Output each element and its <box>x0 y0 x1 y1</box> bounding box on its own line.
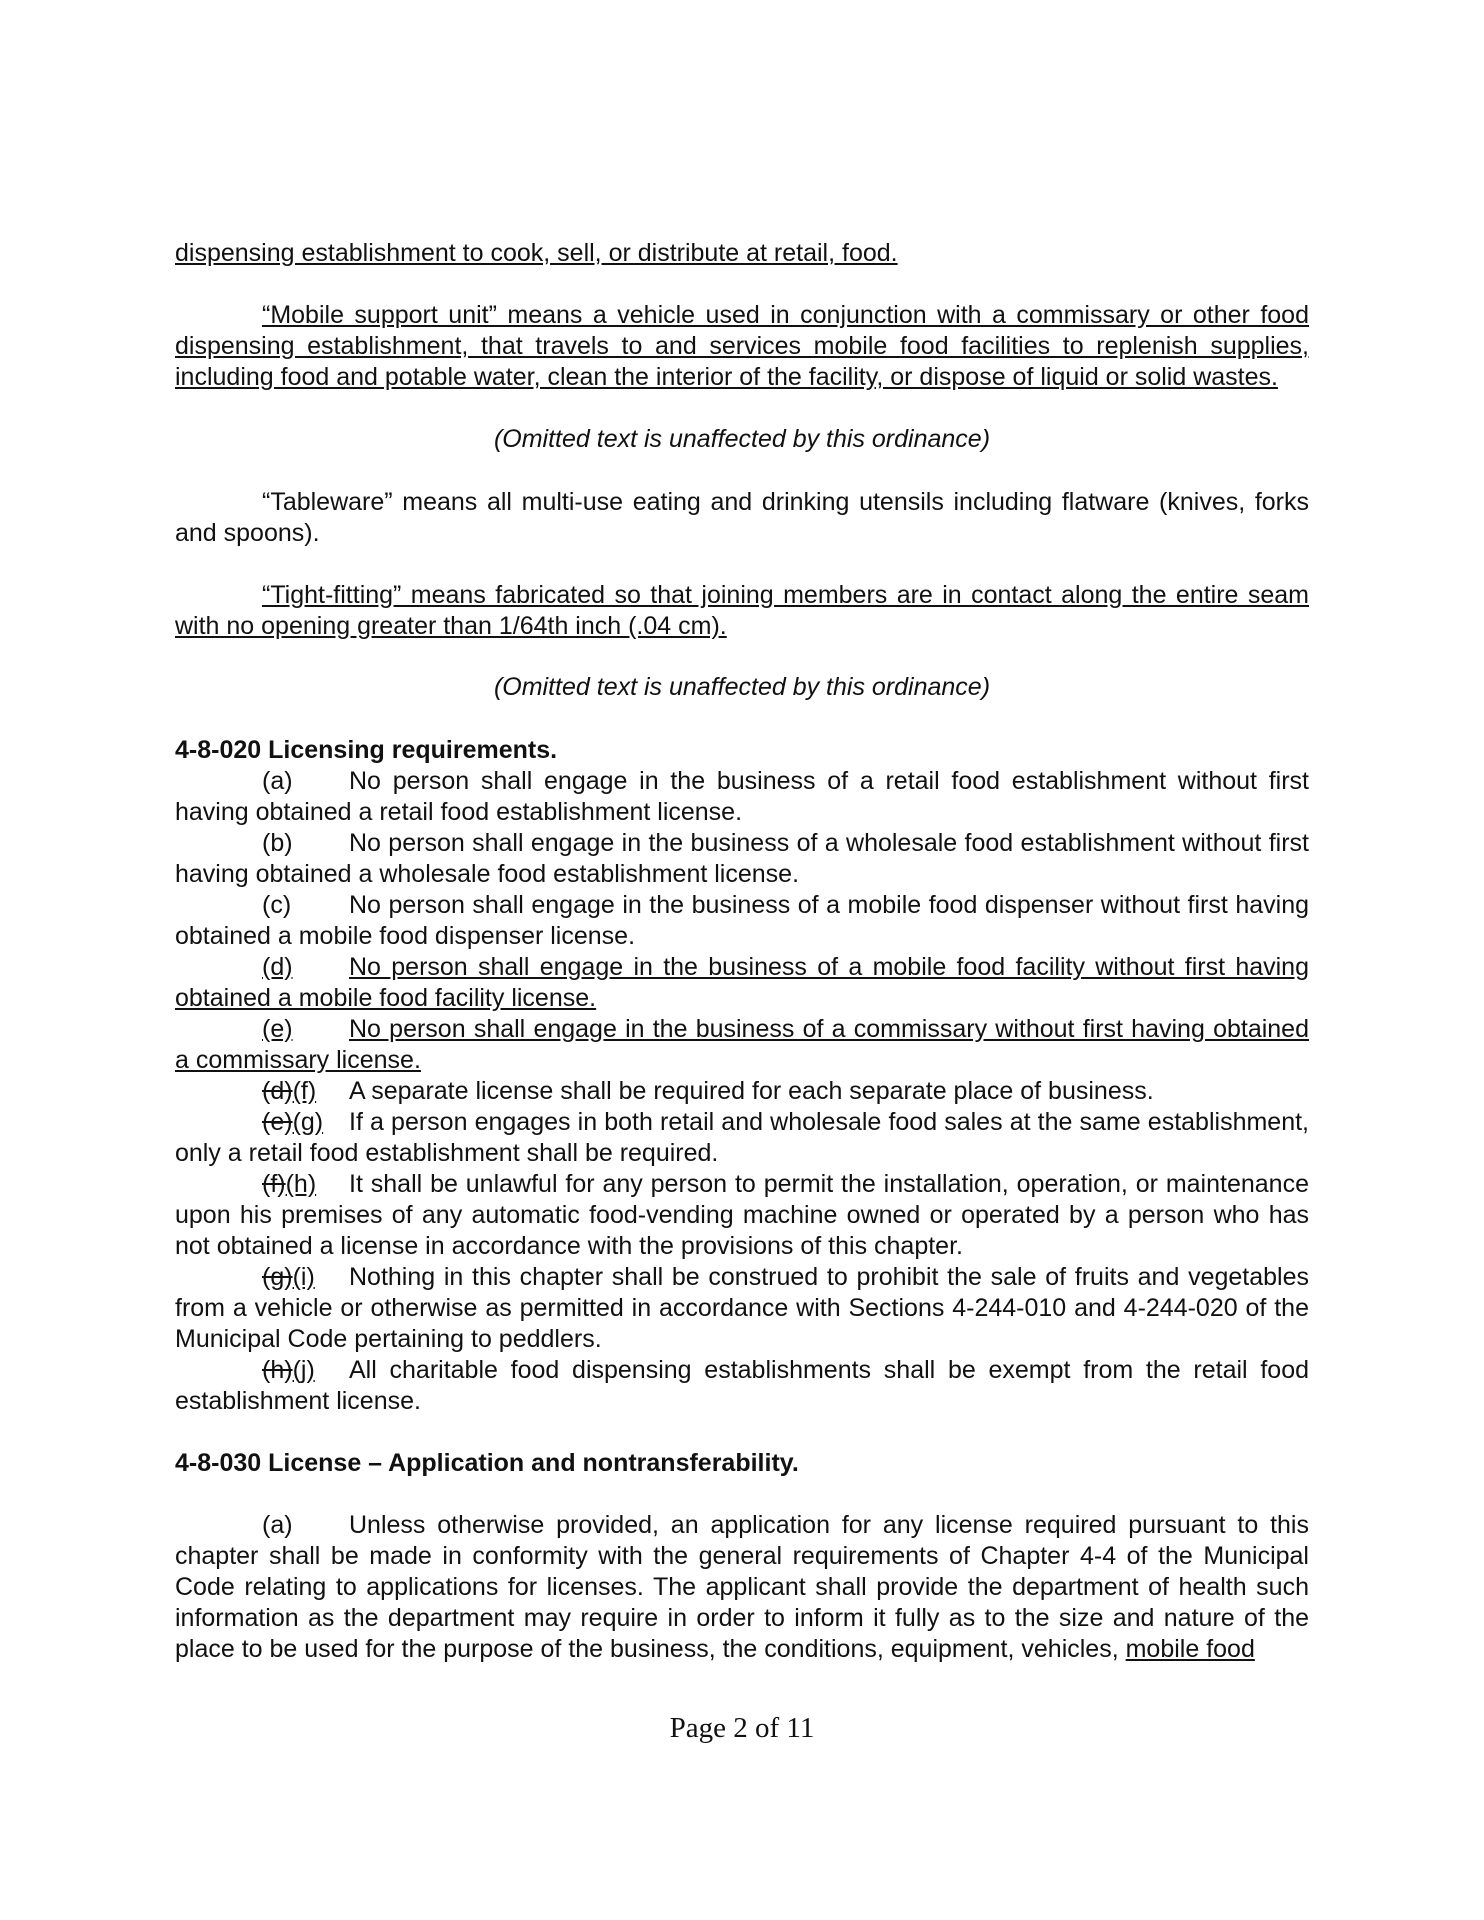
omitted-text-note: (Omitted text is unaffected by this ordinance) <box>493 425 991 453</box>
continuation-text: dispensing establishment to cook, sell, or distribute at retail, food. <box>175 239 898 267</box>
added-label: (h) <box>285 1170 317 1198</box>
added-label: (f) <box>292 1077 317 1105</box>
omitted-text-note: (Omitted text is unaffected by this ordinance) <box>493 673 991 701</box>
definition-tableware: “Tableware” means all multi-use eating and drinking utensils including flatware (knives, forks and spoons). <box>175 488 1309 547</box>
subsection-d-added <box>175 952 1309 1014</box>
deleted-label: (f) <box>262 1170 286 1198</box>
subsection-text: It shall be unlawful for any person to permit the installation, operation, or maintenance upon his premises of any automatic food-vending machine owned or operated by a person who has not obtained a license in accordance with the provisions of this chapter. <box>175 1170 1309 1260</box>
deleted-label: (d) <box>262 1077 293 1105</box>
subsection-label: (a) <box>262 1511 293 1539</box>
added-label: (j) <box>292 1356 315 1384</box>
subsection-text: No person shall engage in the business of a wholesale food establishment without first having obtained a wholesale food establishment license. <box>175 829 1309 888</box>
subsection-i <box>175 1262 1309 1355</box>
subsection-text: Unless otherwise provided, an application for any license required pursuant to this chapter shall be made in conformity with the general requirements of Chapter 4-4 of the Municipal Code relating to applications for licenses. The applicant shall provide the department of health such information as the department may require in order to inform it fully as to the size and nature of the place to be used for the purpose of the business, the conditions, equipment, vehicles, <box>175 1511 1309 1663</box>
subsection-text: Nothing in this chapter shall be construed to prohibit the sale of fruits and vegetables from a vehicle or otherwise as permitted in accordance with Sections 4-244-010 and 4-244-020 of the Municipal Code pertaining to peddlers. <box>175 1263 1309 1353</box>
subsection-j <box>175 1355 1309 1417</box>
continuation-paragraph <box>175 238 1309 269</box>
subsection-label: (e) <box>262 1015 293 1043</box>
subsection-label <box>262 1107 349 1138</box>
added-label: (g) <box>292 1108 324 1136</box>
definition-tight-fitting <box>175 580 1309 642</box>
subsection-label <box>262 1169 349 1200</box>
subsection-text: No person shall engage in the business of a commissary without first having obtained a commissary license. <box>175 1015 1309 1074</box>
section-heading-4-8-020: 4-8-020 Licensing requirements. <box>175 736 558 764</box>
subsection-label <box>262 1355 349 1386</box>
subsection-a <box>175 766 1309 828</box>
subsection-label: (a) <box>262 767 293 795</box>
subsection-f <box>175 1076 1309 1107</box>
definition-text: “Mobile support unit” means a vehicle used in conjunction with a commissary or other food dispensing establishment, that travels to and services mobile food facilities to replenish supplies, including food and potable water, clean the interior of the facility, or dispose of liquid or solid wastes. <box>175 301 1309 391</box>
added-label: (i) <box>292 1263 315 1291</box>
subsection-text: No person shall engage in the business of a retail food establishment without first having obtained a retail food establishment license. <box>175 767 1309 826</box>
deleted-label: (h) <box>262 1356 293 1384</box>
subsection-e-added <box>175 1014 1309 1076</box>
section-heading-4-8-030: 4-8-030 License – Application and nontransferability. <box>175 1449 799 1477</box>
subsection-label: (d) <box>262 953 293 981</box>
subsection-c <box>175 890 1309 952</box>
subsection-b <box>175 828 1309 890</box>
subsection-label: (c) <box>262 891 292 919</box>
subsection-label <box>262 1262 349 1293</box>
subsection-text: If a person engages in both retail and wholesale food sales at the same establishment, only a retail food establishment shall be required. <box>175 1108 1309 1167</box>
deleted-label: (e) <box>262 1108 293 1136</box>
page-number-footer: Page 2 of 11 <box>669 1712 815 1744</box>
subsection-h <box>175 1169 1309 1262</box>
definition-mobile-support-unit <box>175 300 1309 393</box>
subsection-g <box>175 1107 1309 1169</box>
subsection-030-a <box>175 1510 1309 1665</box>
subsection-label <box>262 1076 349 1107</box>
deleted-label: (g) <box>262 1263 293 1291</box>
definition-text: “Tight-fitting” means fabricated so that joining members are in contact along the entire seam with no opening greater than 1/64th inch (.04 cm). <box>175 581 1309 640</box>
subsection-label: (b) <box>262 829 293 857</box>
subsection-text: All charitable food dispensing establishments shall be exempt from the retail food establishment license. <box>175 1356 1309 1415</box>
subsection-text: No person shall engage in the business of a mobile food dispenser without first having obtained a mobile food dispenser license. <box>175 891 1309 950</box>
added-text: mobile food <box>1125 1635 1255 1663</box>
subsection-text: A separate license shall be required for each separate place of business. <box>349 1077 1154 1105</box>
subsection-text: No person shall engage in the business of a mobile food facility without first having obtained a mobile food facility license. <box>175 953 1309 1012</box>
